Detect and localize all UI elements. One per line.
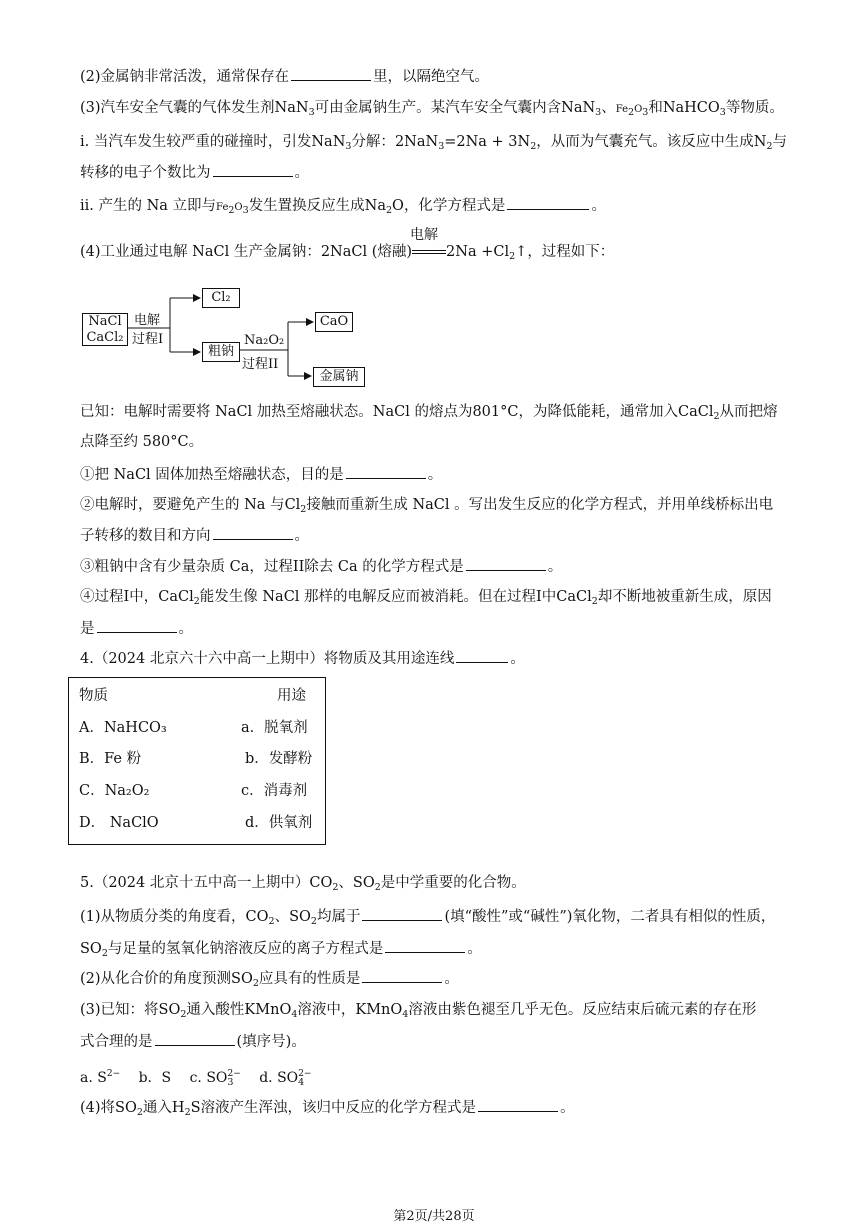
q3-c4: ④过程I中，CaCl$_2$能发生像 NaCl 那样的电解反应而被消耗。但在过程I中CaCl$_2$却不断地被重新生成，原因	[80, 589, 772, 607]
known-info-2: 点降至约 580°C。	[80, 434, 204, 450]
q5-part1: (1)从物质分类的角度看，$CO_2$、$SO_2$均属于 (填“酸性”或“碱性”)氧化物，二者具有相似的性质，	[80, 906, 775, 932]
answer-blank[interactable]	[213, 525, 293, 540]
table-row-left[interactable]: B．Fe 粉	[79, 751, 142, 767]
table-row-right[interactable]: a．脱氧剂	[241, 720, 308, 736]
answer-blank[interactable]	[346, 464, 426, 479]
answer-blank[interactable]	[478, 1097, 558, 1112]
q3-part3: (3)汽车安全气囊的气体发生剂NaN$_3$可由金属钠生产。某汽车安全气囊内含NaN$_3$、$Fe_2O_3$和NaHCO$_3$等物质。	[80, 100, 784, 118]
option-b[interactable]: b．S	[138, 1070, 172, 1086]
table-row-right[interactable]: b．发酵粉	[245, 751, 313, 767]
cao-box: CaO	[315, 312, 353, 332]
metal-sodium-box: 金属钠	[313, 367, 365, 387]
option-a[interactable]: a. $S^{2-}$	[80, 1069, 121, 1086]
q5-part4: (4)将$SO_2$通入$H_2S$溶液产生浑浊，该归中反应的化学方程式是 。	[80, 1097, 575, 1123]
q3-sub-ii: ii. 产生的 Na 立即与$Fe_2O_3$发生置换反应生成$Na_2O$，化学方程式是 。	[80, 195, 606, 221]
crude-sodium-box: 粗钠	[202, 342, 240, 362]
matching-table	[68, 677, 326, 845]
q3-part4: (4)工业通过电解 NaCl 生产金属钠：2NaCl (熔融) 电解 $2Na +Cl_2↑$，过程如下：	[80, 227, 615, 262]
q5-part1-cont: $SO_2$与足量的氢氧化钠溶液反应的离子方程式是 。	[80, 938, 482, 964]
table-row-left[interactable]: C．Na₂O₂	[79, 783, 150, 799]
option-d[interactable]: d. $SO_4^{2-}$	[259, 1069, 312, 1088]
option-c[interactable]: c. $SO_3^{2-}$	[189, 1069, 241, 1088]
table-row-right[interactable]: c．消毒剂	[241, 783, 308, 799]
answer-blank[interactable]	[97, 618, 177, 633]
answer-blank[interactable]	[456, 648, 508, 663]
q3-c3: ③粗钠中含有少量杂质 Ca，过程II除去 Ca 的化学方程式是 。	[80, 556, 562, 577]
q3-c1: ①把 NaCl 固体加热至熔融状态，目的是 。	[80, 464, 442, 485]
answer-blank[interactable]	[155, 1031, 235, 1046]
q3-c2: ②电解时，要避免产生的 Na 与$Cl_2$接触而重新生成 NaCl 。写出发生反应的化学方程式，并用单线桥标出电	[80, 497, 774, 515]
answer-blank[interactable]	[362, 906, 442, 921]
answer-blank[interactable]	[362, 968, 442, 983]
q3-sub-i-cont: 转移的电子个数比为 。	[80, 162, 309, 183]
q5-part3-cont: 式合理的是 (填序号)。	[80, 1031, 306, 1052]
table-header-use: 用途	[277, 688, 306, 704]
q5-part3: (3)已知：将$SO_2$通入酸性KMnO$_4$溶液中，KMnO$_4$溶液由紫色褪至几乎无色。反应结束后硫元素的存在形	[80, 1002, 757, 1020]
page-footer: 第2页/共28页	[393, 1209, 475, 1224]
table-row-left[interactable]: D． NaClO	[79, 815, 159, 831]
q3-sub-i: i. 当汽车发生较严重的碰撞时，引发NaN$_3$分解：$2NaN_3=2Na + 3N_2$，从而为气囊充气。该反应中生成$N_2$与	[80, 134, 788, 152]
electrolysis-condition: 电解	[412, 242, 446, 262]
q5-options	[80, 1064, 311, 1093]
q3-c2-cont: 子转移的数目和方向 。	[80, 525, 309, 546]
nacl-cacl2-box: NaCl CaCl₂	[82, 313, 128, 346]
table-header-substance: 物质	[79, 688, 108, 704]
q3-part2: (2)金属钠非常活泼，通常保存在 里，以隔绝空气。	[80, 66, 489, 87]
cl2-box: Cl₂	[202, 288, 240, 308]
answer-blank[interactable]	[385, 938, 465, 953]
answer-blank[interactable]	[466, 556, 546, 571]
table-row-left[interactable]: A．NaHCO₃	[79, 720, 167, 736]
table-row-right[interactable]: d．供氧剂	[245, 815, 313, 831]
q5-part2: (2)从化合价的角度预测$SO_2$应具有的性质是 。	[80, 968, 459, 994]
known-info-1: 已知：电解时需要将 NaCl 加热至熔融状态。NaCl 的熔点为801°C，为降低能耗，通常加入CaCl$_2$从而把熔	[80, 404, 778, 422]
q5-title: 5.（2024 北京十五中高一上期中）$CO_2$、$SO_2$是中学重要的化合物。	[80, 875, 526, 893]
q4-title: 4.（2024 北京六十六中高一上期中）将物质及其用途连线 。	[80, 648, 525, 669]
flow-arrows	[0, 0, 868, 400]
q3-c4-cont: 是 。	[80, 618, 193, 639]
